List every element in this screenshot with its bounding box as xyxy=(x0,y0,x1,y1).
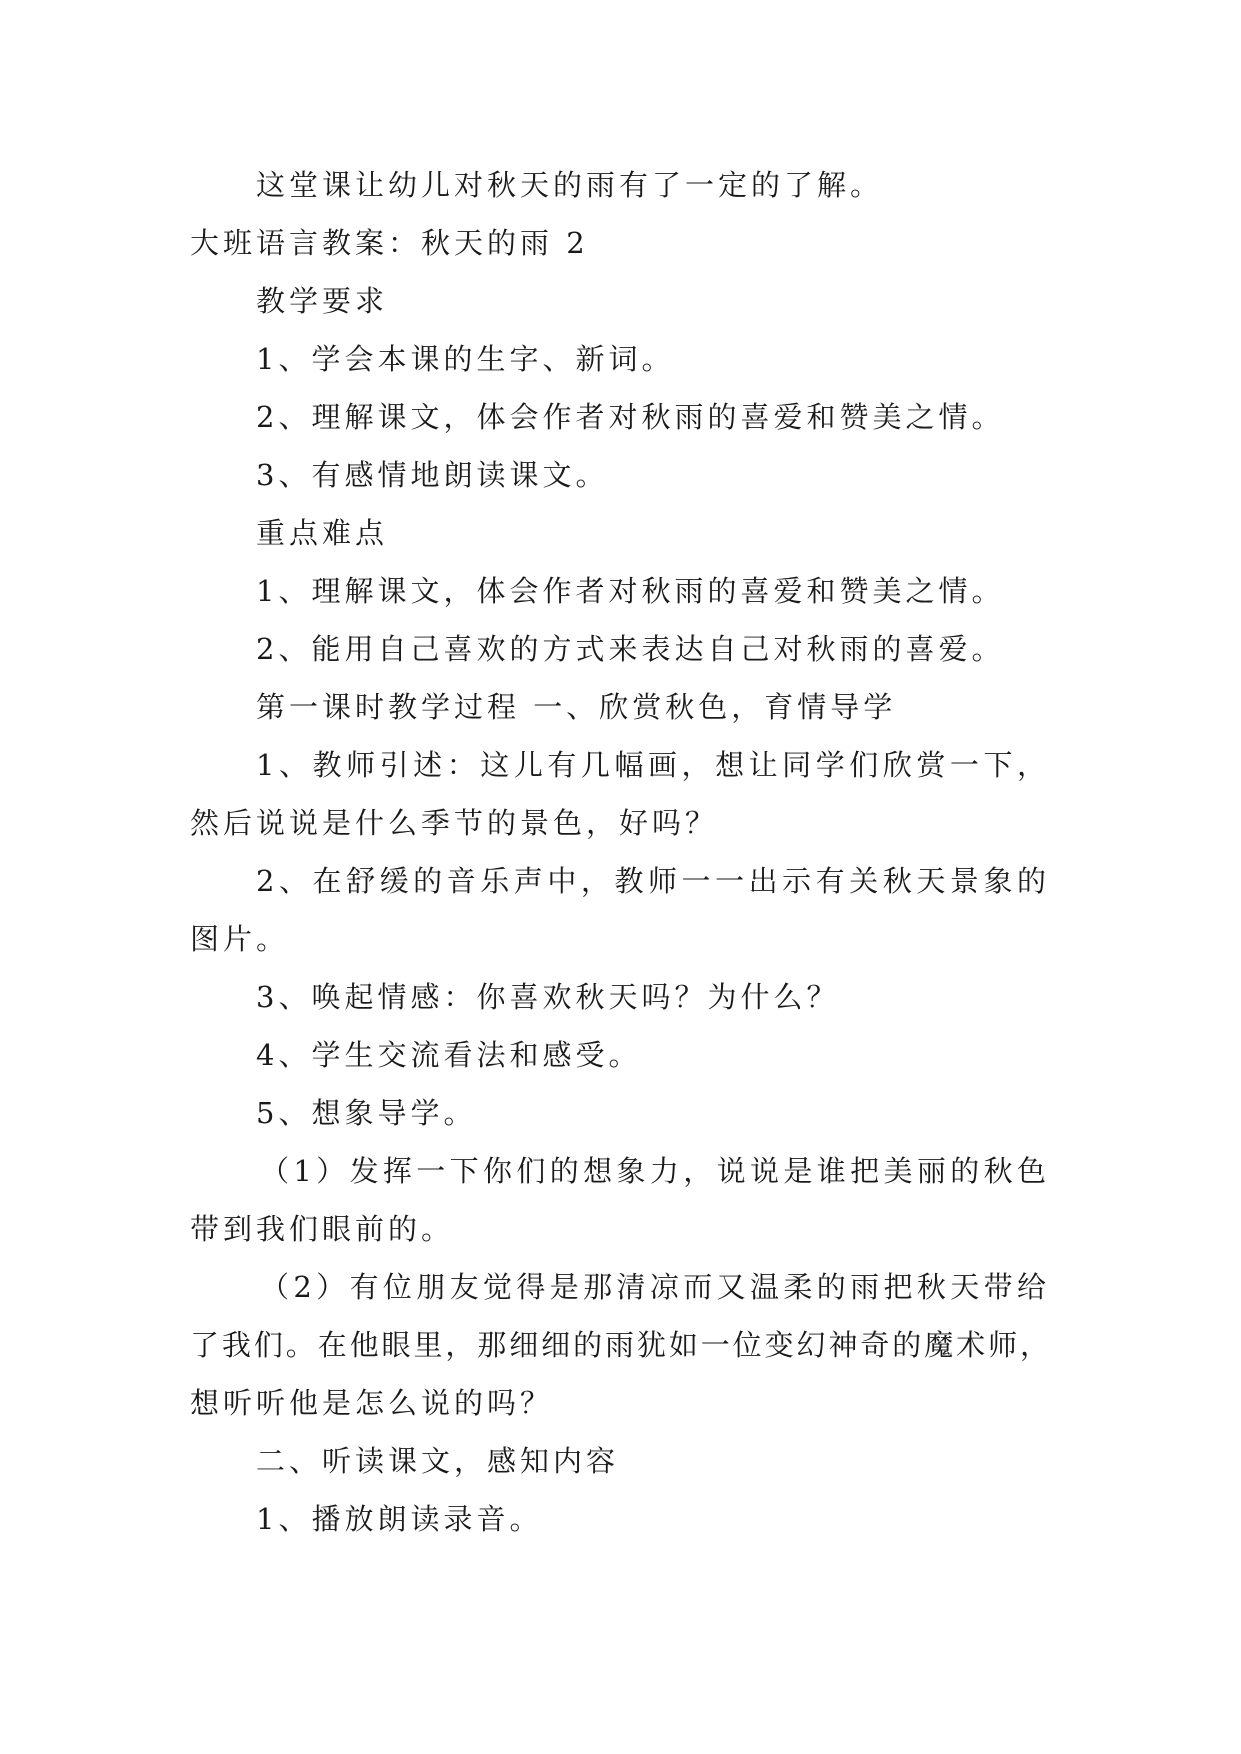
list-item: 1、播放朗读录音。 xyxy=(256,1502,543,1536)
subheading-first-lesson: 第一课时教学过程 一、欣赏秋色，育情导学 xyxy=(256,690,897,724)
list-item: 5、想象导学。 xyxy=(256,1096,477,1130)
list-item: 2、理解课文，体会作者对秋雨的喜爱和赞美之情。 xyxy=(256,400,1005,434)
subheading-listen-read: 二、听读课文，感知内容 xyxy=(256,1444,620,1478)
sub-list-item: （2）有位朋友觉得是那清凉而又温柔的雨把秋天带给 xyxy=(260,1270,1050,1304)
paragraph-line: 然后说说是什么季节的景色，好吗？ xyxy=(190,806,719,840)
paragraph-line: 这堂课让幼儿对秋天的雨有了一定的了解。 xyxy=(256,168,884,202)
list-item: 2、能用自己喜欢的方式来表达自己对秋雨的喜爱。 xyxy=(256,632,1005,666)
paragraph-line: 带到我们眼前的。 xyxy=(190,1212,455,1246)
paragraph-line: 了我们。在他眼里，那细细的雨犹如一位变幻神奇的魔术师， xyxy=(190,1328,1050,1362)
paragraph-line: 想听听他是怎么说的吗？ xyxy=(190,1386,554,1420)
document-body xyxy=(190,156,1050,1548)
list-item: 3、有感情地朗读课文。 xyxy=(256,458,609,492)
list-item: 1、教师引述：这儿有几幅画，想让同学们欣赏一下， xyxy=(256,748,1050,782)
section-heading: 大班语言教案：秋天的雨 2 xyxy=(190,226,589,260)
paragraph-line: 图片。 xyxy=(190,922,290,956)
list-item: 1、学会本课的生字、新词。 xyxy=(256,342,675,376)
list-item: 1、理解课文，体会作者对秋雨的喜爱和赞美之情。 xyxy=(256,574,1005,608)
subheading-teaching-requirements: 教学要求 xyxy=(256,284,389,318)
list-item: 2、在舒缓的音乐声中，教师一一出示有关秋天景象的 xyxy=(256,864,1050,898)
list-item: 4、学生交流看法和感受。 xyxy=(256,1038,642,1072)
list-item: 3、唤起情感：你喜欢秋天吗？为什么？ xyxy=(256,980,840,1014)
sub-list-item: （1）发挥一下你们的想象力，说说是谁把美丽的秋色 xyxy=(260,1154,1050,1188)
subheading-key-points: 重点难点 xyxy=(256,516,389,550)
